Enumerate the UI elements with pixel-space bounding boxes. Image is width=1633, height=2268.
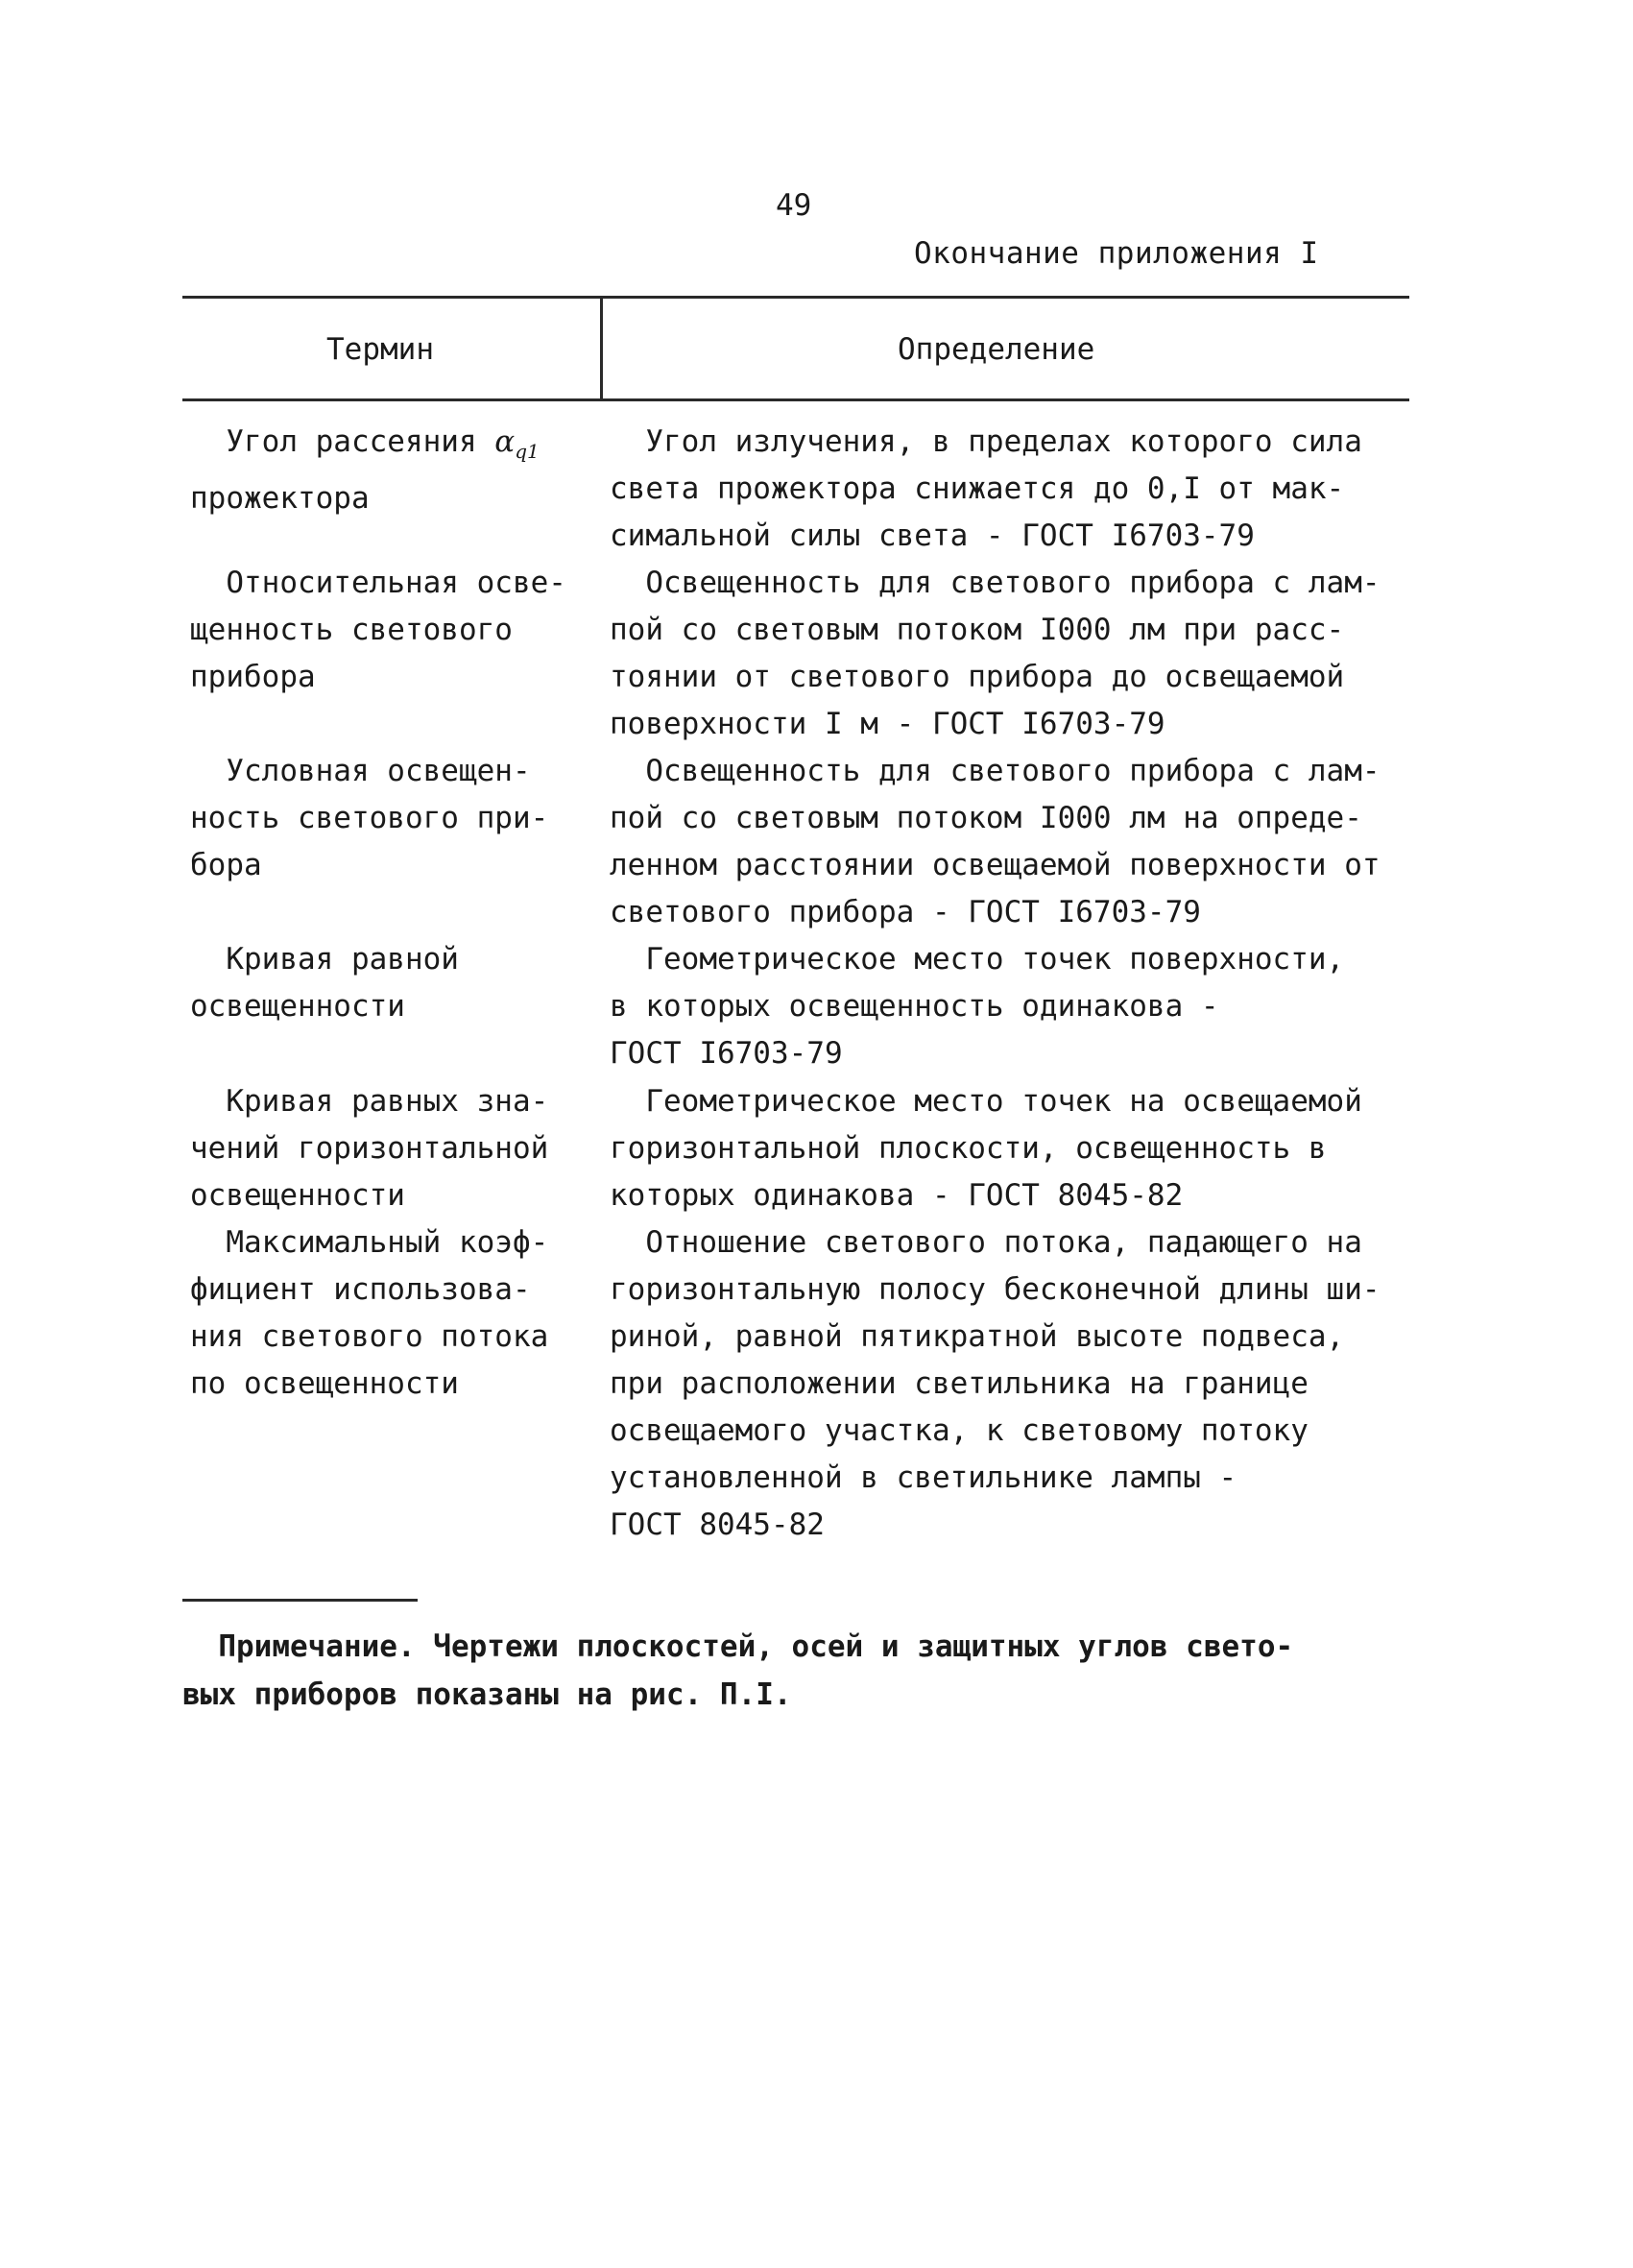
term-cell: Кривая равных зна- чений горизонтальной освещенности [190,1084,549,1213]
header-definition: Определение [898,332,1095,367]
term-cell: Максимальный коэф- фициент использова- ния светового потока по освещенности [190,1225,549,1401]
header-terms: Термин [326,332,434,367]
alpha-symbol: $\alpha_{q1}$ [494,424,540,464]
term-text-continued: прожектора [190,481,370,517]
terms-table [182,296,1409,1563]
definition-cell: Отношение светового потока, падающего на горизонтальную полосу бесконечной длины ши- риной, равной пятикратной высоте подвеса, при расположении светильника на границе освещаемого участка, к световому потоку установленной в светильнике лампы - ГОСТ 8045-82 [610,1225,1381,1542]
appendix-title: Окончание приложения I [914,236,1319,271]
footnote-note: Примечание. Чертежи плоскостей, осей и защитных углов свето- вых приборов показаны на рис. П.I. [182,1629,1294,1712]
term-cell [190,419,593,522]
definition-cell: Геометрическое место точек поверхности, в которых освещенность одинакова - ГОСТ I6703-79 [610,942,1345,1071]
term-cell: Условная освещен- ность светового при- бора [190,754,549,882]
term-cell: Кривая равной освещенности [190,942,459,1024]
definition-cell: Угол излучения, в пределах которого сила света прожектора снижается до 0,I от мак- симальной силы света - ГОСТ I6703-79 [610,424,1362,553]
header-column-divider [600,299,603,398]
definition-cell: Освещенность для светового прибора с лам- пой со световым потоком I000 лм на опреде- ленном расстоянии освещаемой поверхности от светового прибора - ГОСТ I6703-79 [610,754,1381,929]
footnote-rule [182,1599,418,1602]
definition-cell: Геометрическое место точек на освещаемой горизонтальной плоскости, освещенность в которых одинакова - ГОСТ 8045-82 [610,1084,1362,1213]
table-header [182,299,1409,398]
term-text: Угол рассеяния [190,424,495,459]
term-cell: Относительная осве- щенность светового прибора [190,566,566,694]
table-body [182,401,1409,1563]
page-number: 49 [776,188,812,223]
definition-cell: Освещенность для светового прибора с лам- пой со световым потоком I000 лм при расс- тоянии от светового прибора до освещаемой поверхности I м - ГОСТ I6703-79 [610,566,1381,741]
